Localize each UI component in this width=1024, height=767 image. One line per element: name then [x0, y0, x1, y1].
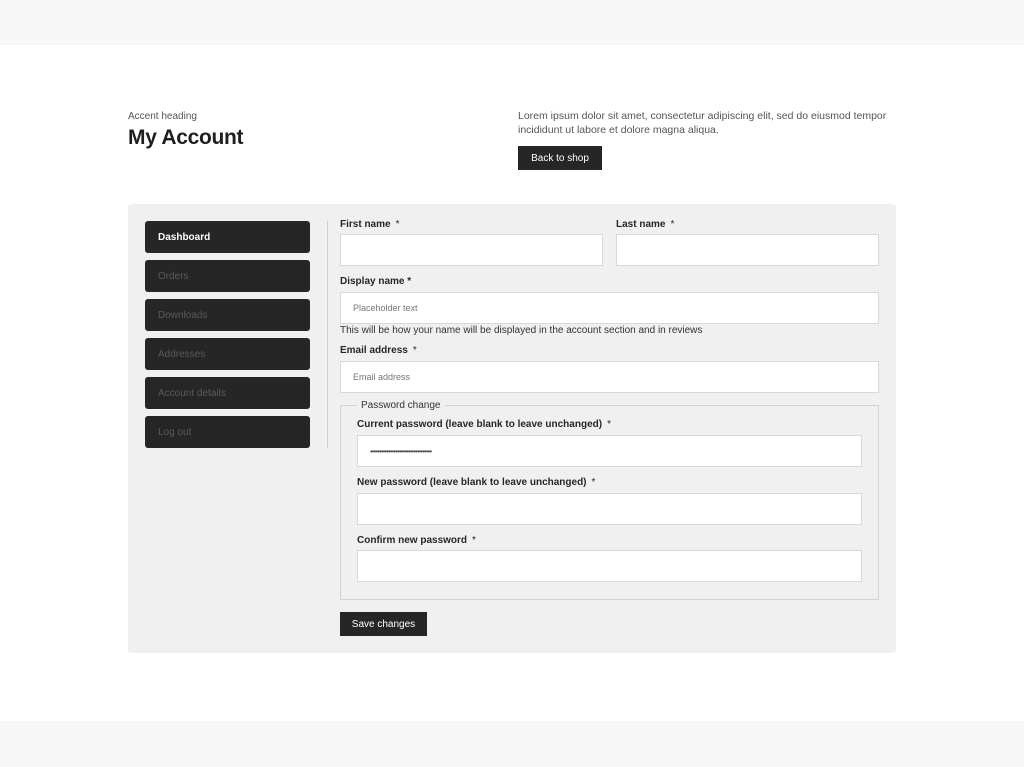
required-marker: * — [670, 219, 675, 230]
required-marker: * — [395, 219, 400, 230]
new-password-label — [357, 477, 595, 488]
nav-divider — [327, 221, 328, 448]
new-password-label-text: New password (leave blank to leave unchanged) — [357, 477, 587, 488]
nav-item-log-out[interactable]: Log out — [145, 416, 310, 448]
bottom-band — [0, 721, 1024, 767]
nav-item-dashboard[interactable]: Dashboard — [145, 221, 310, 253]
confirm-password-label — [357, 535, 476, 546]
new-password-input[interactable] — [357, 493, 862, 525]
current-password-label — [357, 419, 611, 430]
account-navigation — [145, 221, 310, 455]
display-name-hint: This will be how your name will be displayed in the account section and in reviews — [340, 325, 703, 336]
password-change-legend: Password change — [357, 400, 445, 411]
display-name-input[interactable] — [340, 292, 879, 324]
confirm-password-input[interactable] — [357, 550, 862, 582]
last-name-input[interactable] — [616, 234, 879, 266]
email-label — [340, 345, 417, 356]
first-name-label-text: First name — [340, 219, 391, 230]
nav-item-account-details[interactable]: Account details — [145, 377, 310, 409]
required-marker: * — [591, 477, 596, 488]
email-input[interactable] — [340, 361, 879, 393]
save-changes-button[interactable]: Save changes — [340, 612, 427, 636]
last-name-label-text: Last name — [616, 219, 666, 230]
intro-text: Lorem ipsum dolor sit amet, consectetur adipiscing elit, sed do eiusmod tempor incididunt ut labore et dolore magna aliqua. — [518, 110, 887, 136]
required-marker: * — [412, 345, 417, 356]
current-password-label-text: Current password (leave blank to leave unchanged) — [357, 419, 603, 430]
email-label-text: Email address — [340, 345, 408, 356]
first-name-input[interactable] — [340, 234, 603, 266]
accent-heading: Accent heading — [128, 111, 197, 122]
first-name-label — [340, 219, 399, 230]
last-name-label — [616, 219, 674, 230]
required-marker: * — [472, 535, 476, 546]
top-band — [0, 0, 1024, 45]
nav-item-downloads[interactable]: Downloads — [145, 299, 310, 331]
display-name-label: Display name * — [340, 276, 412, 287]
nav-item-orders[interactable]: Orders — [145, 260, 310, 292]
page-title: My Account — [128, 126, 244, 149]
back-to-shop-button[interactable]: Back to shop — [518, 146, 602, 170]
current-password-input[interactable]: •••••••••••••••••••••••••••••••••• — [357, 435, 862, 467]
confirm-password-label-text: Confirm new password — [357, 535, 468, 546]
required-marker: * — [607, 419, 611, 430]
account-panel — [128, 204, 896, 653]
nav-item-addresses[interactable]: Addresses — [145, 338, 310, 370]
